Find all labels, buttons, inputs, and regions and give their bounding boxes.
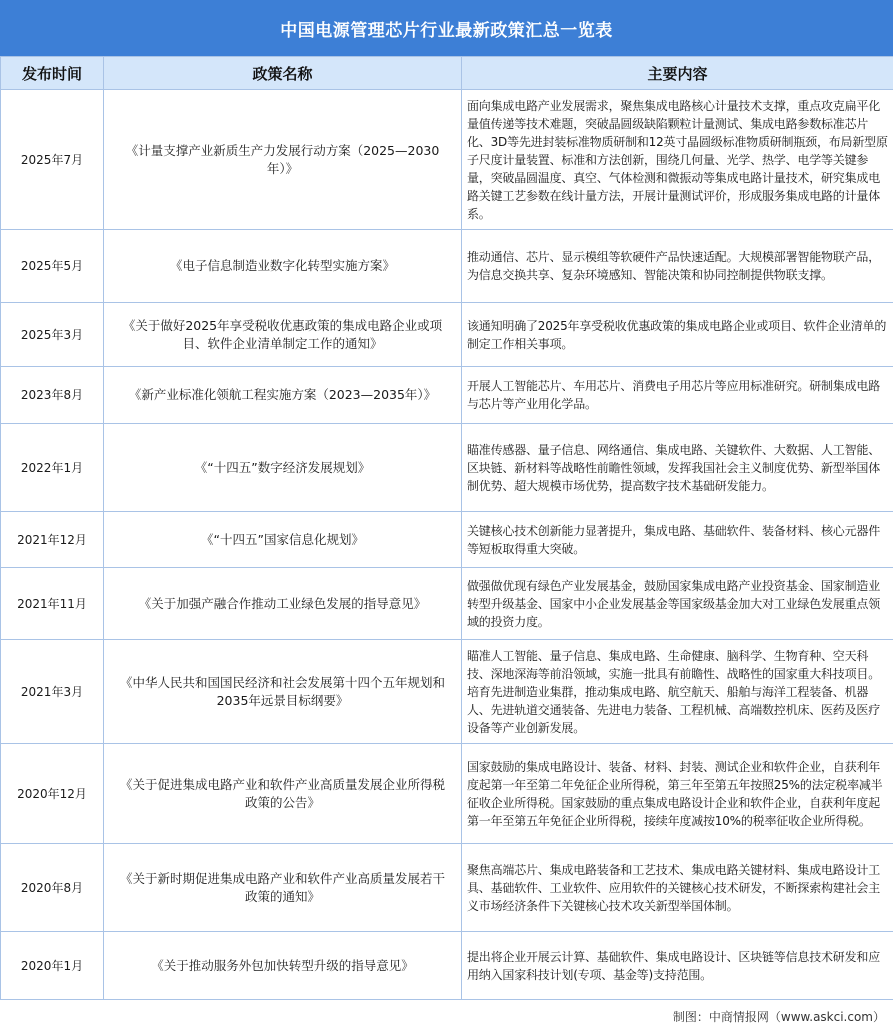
table-row xyxy=(1,744,893,844)
table-row xyxy=(1,568,893,640)
row-content: 国家鼓励的集成电路设计、装备、材料、封装、测试企业和软件企业，自获利年度起第一年至第二年免征企业所得税，第三年至第五年按照25%的法定税率减半征收企业所得税。国家鼓励的重点集成电路设计企业和软件企业，自获利年度起第一年至第五年免征企业所得税，接续年度减按10%的税率征收企业所得税。 xyxy=(462,744,893,844)
policy-table xyxy=(0,56,893,1000)
table-row xyxy=(1,844,893,932)
row-content: 该通知明确了2025年享受税收优惠政策的集成电路企业或项目、软件企业清单的制定工作相关事项。 xyxy=(462,303,893,367)
row-content: 瞄准传感器、量子信息、网络通信、集成电路、关键软件、大数据、人工智能、区块链、新材料等战略性前瞻性领域，发挥我国社会主义制度优势、新型举国体制优势、超大规模市场优势，提高数字技术基础研发能力。 xyxy=(462,424,893,512)
row-content: 推动通信、芯片、显示模组等软硬件产品快速适配。大规模部署智能物联产品，为信息交换共享、复杂环境感知、智能决策和协同控制提供物联支撑。 xyxy=(462,230,893,303)
row-content: 瞄准人工智能、量子信息、集成电路、生命健康、脑科学、生物育种、空天科技、深地深海等前沿领域，实施一批具有前瞻性、战略性的国家重大科技项目。培育先进制造业集群，推动集成电路、航空航天、船舶与海洋工程装备、机器人、先进轨道交通装备、先进电力装备、工程机械、高端数控机床、医药及医疗设备等产业创新发展。 xyxy=(462,640,893,744)
row-policy-name: 《中华人民共和国国民经济和社会发展第十四个五年规划和2035年远景目标纲要》 xyxy=(104,640,462,744)
header-row xyxy=(1,57,893,90)
source-credit: 制图：中商情报网（www.askci.com） xyxy=(672,1009,885,1024)
header-content: 主要内容 xyxy=(462,57,893,90)
row-date: 2020年12月 xyxy=(1,744,104,844)
row-date: 2021年12月 xyxy=(1,512,104,568)
header-name: 政策名称 xyxy=(104,57,462,90)
row-date: 2022年1月 xyxy=(1,424,104,512)
row-date: 2020年1月 xyxy=(1,932,104,1000)
row-policy-name: 《关于新时期促进集成电路产业和软件产业高质量发展若干政策的通知》 xyxy=(104,844,462,932)
row-date: 2025年7月 xyxy=(1,90,104,230)
row-content: 做强做优现有绿色产业发展基金，鼓励国家集成电路产业投资基金、国家制造业转型升级基金、国家中小企业发展基金等国家级基金加大对工业绿色发展重点领域的投资力度。 xyxy=(462,568,893,640)
row-content: 聚焦高端芯片、集成电路装备和工艺技术、集成电路关键材料、集成电路设计工具、基础软件、工业软件、应用软件的关键核心技术研发，不断探索构建社会主义市场经济条件下关键核心技术攻关新型举国体制。 xyxy=(462,844,893,932)
row-content: 开展人工智能芯片、车用芯片、消费电子用芯片等应用标准研究。研制集成电路与芯片等产业用化学品。 xyxy=(462,367,893,424)
row-content: 关键核心技术创新能力显著提升，集成电路、基础软件、装备材料、核心元器件等短板取得重大突破。 xyxy=(462,512,893,568)
row-content: 面向集成电路产业发展需求，聚焦集成电路核心计量技术支撑，重点攻克扁平化量值传递等技术难题，突破晶圆级缺陷颗粒计量测试、集成电路参数标准芯片化、3D等先进封装标准物质研制和12英寸晶圆级标准物质研制瓶颈，布局新型原子尺度计量装置、标准和方法创新，围绕几何量、光学、热学、电学等关键参量，突破晶圆温度、真空、气体检测和微振动等集成电路计量技术，研究集成电路关键工艺参数在线计量方法，开展计量测试评价，形成服务集成电路的计量体系。 xyxy=(462,90,893,230)
table-row xyxy=(1,640,893,744)
row-date: 2021年11月 xyxy=(1,568,104,640)
row-policy-name: 《关于加强产融合作推动工业绿色发展的指导意见》 xyxy=(104,568,462,640)
row-date: 2025年5月 xyxy=(1,230,104,303)
row-policy-name: 《关于推动服务外包加快转型升级的指导意见》 xyxy=(104,932,462,1000)
table-row xyxy=(1,90,893,230)
row-date: 2021年3月 xyxy=(1,640,104,744)
row-policy-name: 《“十四五”数字经济发展规划》 xyxy=(104,424,462,512)
row-policy-name: 《关于促进集成电路产业和软件产业高质量发展企业所得税政策的公告》 xyxy=(104,744,462,844)
row-policy-name: 《“十四五”国家信息化规划》 xyxy=(104,512,462,568)
header-date: 发布时间 xyxy=(1,57,104,90)
row-content: 提出将企业开展云计算、基础软件、集成电路设计、区块链等信息技术研发和应用纳入国家科技计划(专项、基金等)支持范围。 xyxy=(462,932,893,1000)
table-row xyxy=(1,367,893,424)
table-row xyxy=(1,932,893,1000)
row-policy-name: 《关于做好2025年享受税收优惠政策的集成电路企业或项目、软件企业清单制定工作的通知》 xyxy=(104,303,462,367)
table-row xyxy=(1,230,893,303)
row-policy-name: 《计量支撑产业新质生产力发展行动方案（2025—2030年）》 xyxy=(104,90,462,230)
row-date: 2023年8月 xyxy=(1,367,104,424)
row-policy-name: 《新产业标准化领航工程实施方案（2023—2035年）》 xyxy=(104,367,462,424)
row-policy-name: 《电子信息制造业数字化转型实施方案》 xyxy=(104,230,462,303)
table-row xyxy=(1,424,893,512)
table-title: 中国电源管理芯片行业最新政策汇总一览表 xyxy=(0,0,893,56)
row-date: 2020年8月 xyxy=(1,844,104,932)
table-row xyxy=(1,512,893,568)
table-row xyxy=(1,303,893,367)
row-date: 2025年3月 xyxy=(1,303,104,367)
